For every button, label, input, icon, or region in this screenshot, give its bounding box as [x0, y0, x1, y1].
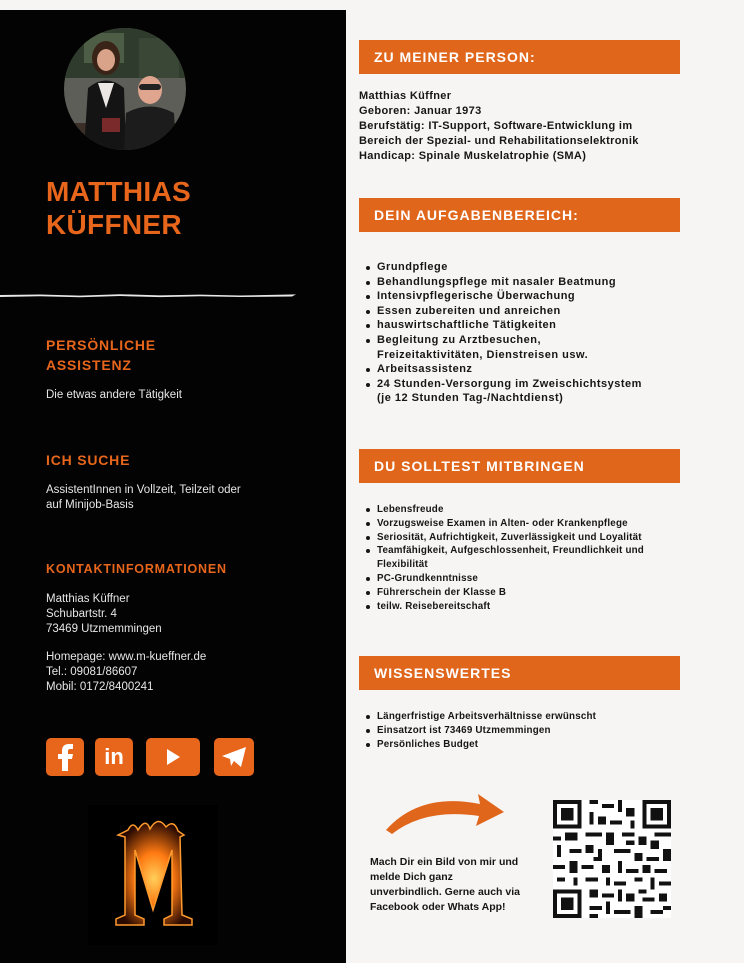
sidebar: [0, 10, 346, 963]
assistance-heading-line1: PERSÖNLICHE: [46, 337, 156, 353]
qr-code-icon[interactable]: [553, 800, 671, 918]
list-item: Essen zubereiten und anreichen: [377, 304, 692, 319]
contact-mobile: Mobil: 0172/8400241: [46, 681, 154, 693]
list-item: hauswirtschaftliche Tätigkeiten: [377, 318, 692, 333]
list-item: Arbeitsassistenz: [377, 362, 692, 377]
list-item: Behandlungspflege mit nasaler Beatmung: [377, 275, 692, 290]
social-links: [46, 738, 256, 778]
tasks-banner: DEIN AUFGABENBEREICH:: [359, 198, 680, 232]
search-text-line2: auf Minijob-Basis: [46, 499, 134, 511]
bring-banner: DU SOLLTEST MITBRINGEN: [359, 449, 680, 483]
person-name: [46, 175, 306, 241]
about-line: Matthias Küffner: [359, 90, 452, 102]
linkedin-icon[interactable]: [95, 738, 133, 776]
assistance-heading: [46, 335, 306, 375]
list-item: teilw. Reisebereitschaft: [377, 600, 692, 614]
profile-photo-image: [64, 28, 186, 150]
info-list: [377, 710, 692, 751]
list-item-continuation: Flexibilität: [377, 559, 428, 571]
list-item-continuation: (je 12 Stunden Tag-/Nachtdienst): [377, 392, 564, 405]
assistance-heading-line2: ASSISTENZ: [46, 357, 132, 373]
list-item: Vorzugsweise Examen in Alten- oder Krankenpflege: [377, 517, 692, 531]
profile-photo: [64, 28, 186, 150]
list-item: 24 Stunden-Versorgung im Zweischichtsystem: [377, 377, 692, 392]
flame-logo: [88, 805, 218, 945]
list-item: Lebensfreude: [377, 503, 692, 517]
contact-heading: KONTAKTINFORMATIONEN: [46, 562, 227, 576]
about-text: [359, 89, 689, 164]
about-line: Berufstätig: IT-Support, Software-Entwicklung im: [359, 120, 633, 132]
about-line: Geboren: Januar 1973: [359, 105, 482, 117]
list-item: Teamfähigkeit, Aufgeschlossenheit, Freundlichkeit und: [377, 544, 692, 558]
cta-line: melde Dich ganz: [370, 871, 453, 883]
person-name-line2: KÜFFNER: [46, 209, 182, 240]
list-item: Führerschein der Klasse B: [377, 586, 692, 600]
about-line: Bereich der Spezial- und Rehabilitationselektronik: [359, 135, 639, 147]
contact-name: Matthias Küffner: [46, 593, 130, 605]
contact-address: [46, 592, 286, 637]
search-heading: ICH SUCHE: [46, 452, 131, 468]
cta-line: unverbindlich. Gerne auch via: [370, 886, 520, 898]
list-item: Seriosität, Aufrichtigkeit, Zuverlässigkeit und Loyalität: [377, 531, 692, 545]
list-item: Intensivpflegerische Überwachung: [377, 289, 692, 304]
info-banner: WISSENSWERTES: [359, 656, 680, 690]
contact-street: Schubartstr. 4: [46, 608, 117, 620]
facebook-icon[interactable]: [46, 738, 84, 776]
list-item: Längerfristige Arbeitsverhältnisse erwünscht: [377, 710, 692, 724]
about-line: Handicap: Spinale Muskelatrophie (SMA): [359, 150, 587, 162]
cta-text: [370, 855, 550, 915]
list-item: PC-Grundkenntnisse: [377, 572, 692, 586]
contact-phone: Tel.: 09081/86607: [46, 666, 138, 678]
contact-details: [46, 650, 286, 695]
curved-arrow-icon: [380, 790, 510, 840]
contact-homepage[interactable]: Homepage: www.m-kueffner.de: [46, 651, 207, 663]
cta-line: Mach Dir ein Bild von mir und: [370, 856, 519, 868]
tasks-list: [377, 260, 692, 406]
list-item: Begleitung zu Arztbesuchen,: [377, 333, 692, 348]
linkedin-icon-label: in: [104, 744, 124, 769]
person-name-line1: MATTHIAS: [46, 176, 191, 207]
list-item: Persönliches Budget: [377, 738, 692, 752]
search-text-line1: AssistentInnen in Vollzeit, Teilzeit oder: [46, 484, 241, 496]
telegram-icon[interactable]: [214, 738, 254, 776]
list-item-continuation: Freizeitaktivitäten, Dienstreisen usw.: [377, 348, 589, 361]
torn-divider: [0, 291, 300, 299]
assistance-text: Die etwas andere Tätigkeit: [46, 389, 182, 401]
list-item: Einsatzort ist 73469 Utzmemmingen: [377, 724, 692, 738]
bring-list: [377, 503, 692, 613]
about-banner: ZU MEINER PERSON:: [359, 40, 680, 74]
contact-city: 73469 Utzmemmingen: [46, 623, 162, 635]
list-item: Grundpflege: [377, 260, 692, 275]
search-text: [46, 483, 286, 513]
youtube-icon[interactable]: [146, 738, 200, 776]
cta-line: Facebook oder Whats App!: [370, 901, 506, 913]
